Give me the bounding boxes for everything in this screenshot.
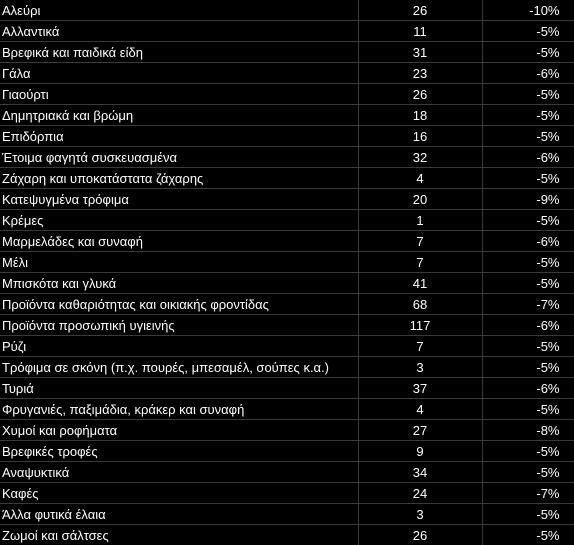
category-name-cell[interactable]: Μέλι — [0, 252, 358, 273]
table-row — [0, 378, 574, 399]
category-name-cell[interactable]: Δημητριακά και βρώμη — [0, 105, 358, 126]
product-count-cell[interactable]: 31 — [358, 42, 482, 63]
product-count-cell[interactable]: 11 — [358, 21, 482, 42]
price-change-cell[interactable]: -5% — [482, 126, 574, 147]
product-count-cell[interactable]: 4 — [358, 399, 482, 420]
category-name-cell[interactable]: Επιδόρπια — [0, 126, 358, 147]
price-change-cell[interactable]: -5% — [482, 84, 574, 105]
price-change-cell[interactable]: -5% — [482, 441, 574, 462]
table-row — [0, 42, 574, 63]
product-count-cell[interactable]: 68 — [358, 294, 482, 315]
product-count-cell[interactable]: 34 — [358, 462, 482, 483]
table-row — [0, 357, 574, 378]
category-name-cell[interactable]: Αλλαντικά — [0, 21, 358, 42]
price-change-cell[interactable]: -5% — [482, 105, 574, 126]
price-change-cell[interactable]: -5% — [482, 210, 574, 231]
category-name-cell[interactable]: Αλεύρι — [0, 0, 358, 21]
price-change-cell[interactable]: -5% — [482, 504, 574, 525]
product-count-cell[interactable]: 16 — [358, 126, 482, 147]
product-count-cell[interactable]: 7 — [358, 336, 482, 357]
table-row — [0, 336, 574, 357]
category-name-cell[interactable]: Ζάχαρη και υποκατάστατα ζάχαρης — [0, 168, 358, 189]
price-change-cell[interactable]: -9% — [482, 189, 574, 210]
table-row — [0, 525, 574, 545]
price-change-cell[interactable]: -5% — [482, 357, 574, 378]
category-name-cell[interactable]: Μαρμελάδες και συναφή — [0, 231, 358, 252]
category-name-cell[interactable]: Τυριά — [0, 378, 358, 399]
category-name-cell[interactable]: Φρυγανιές, παξιμάδια, κράκερ και συναφή — [0, 399, 358, 420]
category-name-cell[interactable]: Προϊόντα προσωπική υγιεινής — [0, 315, 358, 336]
table-row — [0, 168, 574, 189]
price-change-cell[interactable]: -5% — [482, 462, 574, 483]
table-row — [0, 462, 574, 483]
price-change-cell[interactable]: -6% — [482, 147, 574, 168]
table-row — [0, 126, 574, 147]
table-row — [0, 105, 574, 126]
product-count-cell[interactable]: 20 — [358, 189, 482, 210]
price-change-cell[interactable]: -5% — [482, 168, 574, 189]
product-count-cell[interactable]: 27 — [358, 420, 482, 441]
table-row — [0, 441, 574, 462]
category-name-cell[interactable]: Γιαούρτι — [0, 84, 358, 105]
table-row — [0, 483, 574, 504]
price-change-cell[interactable]: -6% — [482, 63, 574, 84]
table-row — [0, 21, 574, 42]
price-change-cell[interactable]: -5% — [482, 525, 574, 545]
product-count-cell[interactable]: 26 — [358, 84, 482, 105]
category-name-cell[interactable]: Τρόφιμα σε σκόνη (π.χ. πουρές, μπεσαμέλ, σούπες κ.α.) — [0, 357, 358, 378]
price-change-cell[interactable]: -8% — [482, 420, 574, 441]
category-name-cell[interactable]: Έτοιμα φαγητά συσκευασμένα — [0, 147, 358, 168]
product-count-cell[interactable]: 7 — [358, 231, 482, 252]
price-change-cell[interactable]: -7% — [482, 483, 574, 504]
product-count-cell[interactable]: 117 — [358, 315, 482, 336]
table-row — [0, 231, 574, 252]
product-count-cell[interactable]: 23 — [358, 63, 482, 84]
product-count-cell[interactable]: 9 — [358, 441, 482, 462]
category-name-cell[interactable]: Ρύζι — [0, 336, 358, 357]
table-row — [0, 0, 574, 21]
category-name-cell[interactable]: Κατεψυγμένα τρόφιμα — [0, 189, 358, 210]
category-name-cell[interactable]: Προϊόντα καθαριότητας και οικιακής φροντίδας — [0, 294, 358, 315]
product-count-cell[interactable]: 18 — [358, 105, 482, 126]
category-name-cell[interactable]: Βρεφικές τροφές — [0, 441, 358, 462]
table-row — [0, 252, 574, 273]
price-change-cell[interactable]: -5% — [482, 399, 574, 420]
table-row — [0, 189, 574, 210]
table-row — [0, 315, 574, 336]
price-change-cell[interactable]: -5% — [482, 252, 574, 273]
price-change-cell[interactable]: -6% — [482, 378, 574, 399]
price-change-cell[interactable]: -7% — [482, 294, 574, 315]
category-name-cell[interactable]: Καφές — [0, 483, 358, 504]
category-name-cell[interactable]: Μπισκότα και γλυκά — [0, 273, 358, 294]
product-count-cell[interactable]: 3 — [358, 357, 482, 378]
category-name-cell[interactable]: Ζωμοί και σάλτσες — [0, 525, 358, 545]
category-name-cell[interactable]: Κρέμες — [0, 210, 358, 231]
product-count-cell[interactable]: 1 — [358, 210, 482, 231]
category-name-cell[interactable]: Γάλα — [0, 63, 358, 84]
product-count-cell[interactable]: 7 — [358, 252, 482, 273]
table-row — [0, 399, 574, 420]
table-row — [0, 84, 574, 105]
product-count-cell[interactable]: 3 — [358, 504, 482, 525]
price-change-cell[interactable]: -5% — [482, 336, 574, 357]
product-count-cell[interactable]: 4 — [358, 168, 482, 189]
category-name-cell[interactable]: Χυμοί και ροφήματα — [0, 420, 358, 441]
table-row — [0, 210, 574, 231]
price-change-cell[interactable]: -5% — [482, 21, 574, 42]
table-row — [0, 504, 574, 525]
product-count-cell[interactable]: 41 — [358, 273, 482, 294]
category-name-cell[interactable]: Βρεφικά και παιδικά είδη — [0, 42, 358, 63]
product-count-cell[interactable]: 32 — [358, 147, 482, 168]
table-row — [0, 63, 574, 84]
table-row — [0, 294, 574, 315]
price-change-cell[interactable]: -5% — [482, 273, 574, 294]
product-count-cell[interactable]: 37 — [358, 378, 482, 399]
table-row — [0, 273, 574, 294]
table-row — [0, 147, 574, 168]
product-count-cell[interactable]: 26 — [358, 0, 482, 21]
product-count-cell[interactable]: 26 — [358, 525, 482, 545]
table-row — [0, 420, 574, 441]
price-change-cell[interactable]: -6% — [482, 231, 574, 252]
category-name-cell[interactable]: Αναψυκτικά — [0, 462, 358, 483]
price-change-cell[interactable]: -5% — [482, 42, 574, 63]
product-count-cell[interactable]: 24 — [358, 483, 482, 504]
category-name-cell[interactable]: Άλλα φυτικά έλαια — [0, 504, 358, 525]
price-change-cell[interactable]: -6% — [482, 315, 574, 336]
price-change-cell[interactable]: -10% — [482, 0, 574, 21]
